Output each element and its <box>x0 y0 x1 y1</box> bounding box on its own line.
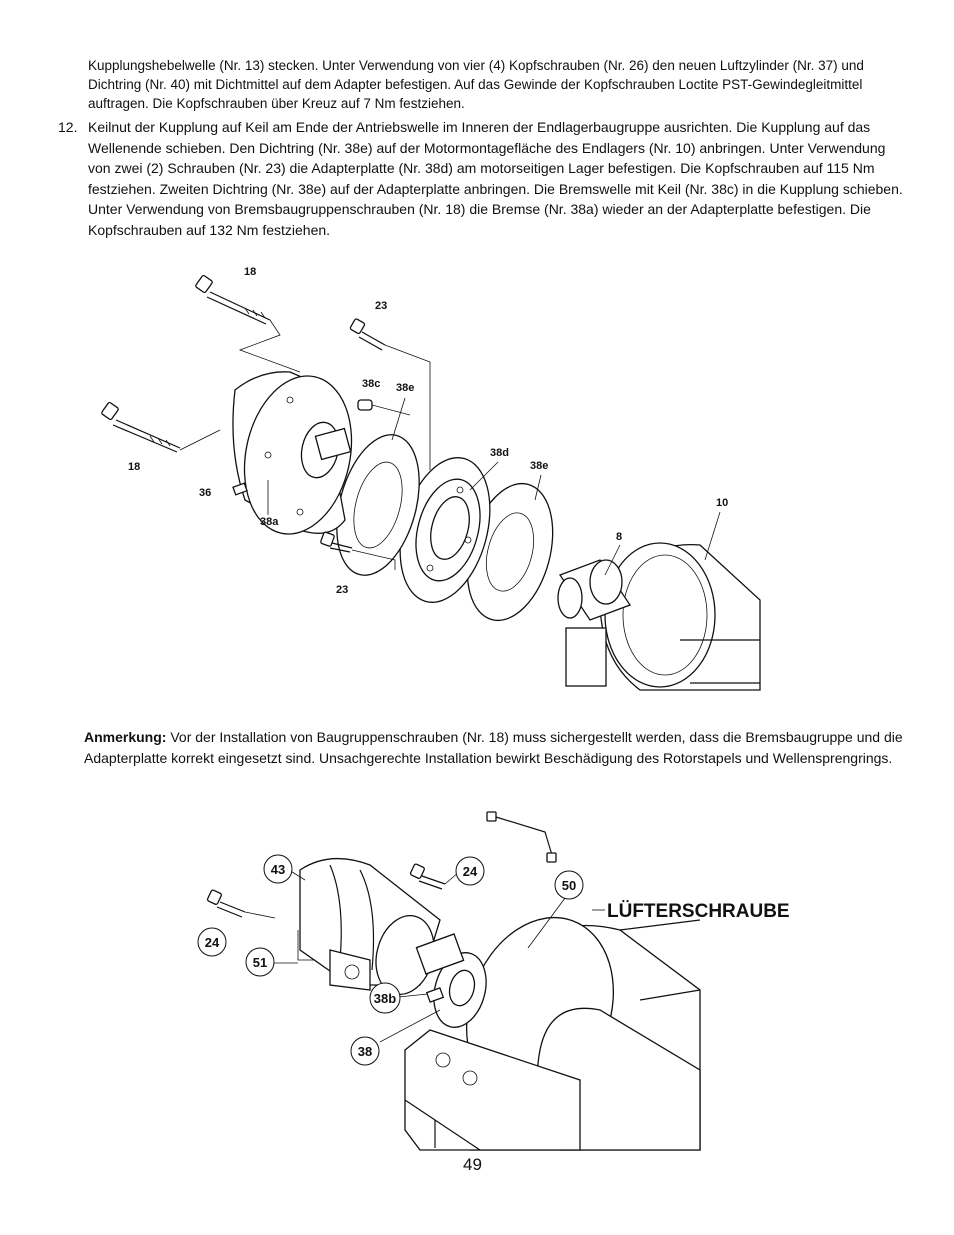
callout-51 <box>246 948 274 976</box>
intro-paragraph: Kupplungshebelwelle (Nr. 13) stecken. Unter Verwendung von vier (4) Kopfschrauben (Nr. 26) den neuen Luftzylinder (Nr. 37) und Dichtring (Nr. 40) mit Dichtmittel auf dem Adapter befestigen. Auf das Gewinde der Kopfschrauben Loctite PST-Gewindegleitmittel auftragen. Die Kopfschrauben über Kreuz auf 7 Nm festziehen. <box>88 58 864 111</box>
label-36: 36 <box>199 487 212 499</box>
callout-24-right-text: 24 <box>462 864 478 879</box>
label-38e-left: 38e <box>396 382 415 394</box>
label-38d: 38d <box>490 447 509 459</box>
callout-38 <box>351 1037 379 1065</box>
callout-50-text: 50 <box>561 878 577 893</box>
label-8: 8 <box>616 531 623 543</box>
label-38e-right: 38e <box>530 460 549 472</box>
callout-24-left <box>198 928 226 956</box>
callout-50 <box>555 871 583 899</box>
callout-43 <box>264 855 292 883</box>
label-38a: 38a <box>260 516 279 528</box>
callout-43-text: 43 <box>270 862 286 877</box>
callout-38-text: 38 <box>357 1044 373 1059</box>
step-12-paragraph: Keilnut der Kupplung auf Keil am Ende der Antriebswelle im Inneren der Endlagerbaugruppe ausrichten. Die Kupplung auf das Wellenende schieben. Den Dichtring (Nr. 38e) auf der Motormontagefläche des Endlagers (Nr. 10) anbringen. Unter Verwendung von zwei (2) Schrauben (Nr. 23) die Adapterplatte (Nr. 38d) am motorseitigen Lager befestigen. Die Kopfschrauben auf 115 Nm festziehen. Zweiten Dichtring (Nr. 38e) auf der Adapterplatte anbringen. Die Bremswelle mit Keil (Nr. 38c) in die Kupplung schieben. Unter Verwendung von Bremsbaugruppenschrauben (Nr. 18) die Bremse (Nr. 38a) wieder an der Adapterplatte befestigen. Die Kopfschrauben auf 132 Nm festziehen. <box>88 119 903 238</box>
callout-38b <box>370 983 400 1013</box>
callout-24-left-text: 24 <box>204 935 220 950</box>
step-number: 12. <box>58 119 78 135</box>
page-number: 49 <box>463 1155 482 1174</box>
note-text: Vor der Installation von Baugruppenschrauben (Nr. 18) muss sichergestellt werden, dass die Bremsbaugruppe und die Adapterplatte korrekt eingesetzt sind. Unsachgerechte Installation bewirkt Beschädigung des Rotorstapels und Wellensprengrings. <box>84 729 903 766</box>
callout-38b-text: 38b <box>373 991 397 1006</box>
screw-24-left <box>207 889 245 917</box>
screw-24-right <box>410 863 445 889</box>
label-23-top: 23 <box>375 300 388 312</box>
note-label: Anmerkung: <box>84 729 167 745</box>
label-23-bottom: 23 <box>336 584 349 596</box>
fan-screw-50 <box>487 812 556 862</box>
label-18-top: 18 <box>244 266 257 278</box>
callout-24-right <box>456 857 484 885</box>
label-10: 10 <box>716 497 729 509</box>
label-18-left: 18 <box>128 461 141 473</box>
callout-51-text: 51 <box>252 955 268 970</box>
label-38c: 38c <box>362 378 381 390</box>
fan-screw-heading: LÜFTERSCHRAUBE <box>607 901 790 922</box>
